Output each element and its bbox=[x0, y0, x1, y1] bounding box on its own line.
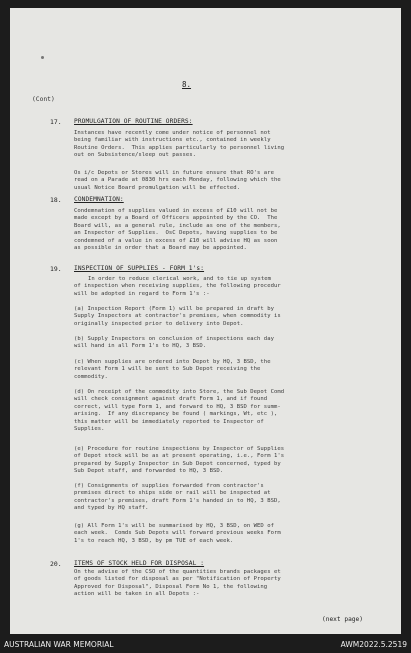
paragraph: In order to reduce clerical work, and to tie up system of inspection when receiving supplies, the following procedur will be adopted in regard to Form 1's :- bbox=[74, 276, 281, 297]
section-number: 20. bbox=[50, 560, 62, 568]
paragraph: Os i/c Depots or Stores will in future ensure that RO's are read on a Parade at 0830 hrs each Monday, following which the usual Notice Board promulgation will be effected. bbox=[74, 170, 281, 191]
paragraph: (d) On receipt of the commodity into Store, the Sub Depot Comd will check consignment against draft Form 1, and if found correct, will type Form 1, and forward to HQ, 3 BSD for summ- arising. If any discrepancy be found ( markings, Wt, etc ), this matter will be immediately reported to Inspector of Supplies. bbox=[74, 389, 285, 433]
section-heading: INSPECTION OF SUPPLIES - FORM 1's: bbox=[74, 265, 205, 272]
paragraph: (f) Consignments of supplies forwarded from contractor's premises direct to ships side or rail will be inspected at contractor's premises, draft Form 1's handed in to HQ, 3 BSD, and typed by HQ staff. bbox=[74, 483, 281, 512]
section-number: 18. bbox=[50, 196, 62, 204]
paragraph: (e) Procedure for routine inspections by Inspector of Supplies of Depot stock will be as at present operating, i.e., Form 1's prepared by Supply Inspector in Sub Depot concerned, typed by Sub Depot staff, and forwarded to HQ, 3 BSD. bbox=[74, 446, 285, 475]
paragraph: (a) Inspection Report (Form 1) will be prepared in draft by Supply Inspectors at contractor's premises, when commodity is originally inspected prior to delivery into Depot. bbox=[74, 306, 281, 327]
page-number: 8. bbox=[182, 80, 192, 89]
next-page-label: (next page) bbox=[322, 616, 363, 623]
continued-label: (Cont) bbox=[32, 96, 55, 103]
paragraph: On the advise of the CSO of the quantities brands packages et of goods listed for disposal as per "Notification of Property Approved for Disposal", Disposal Form No 1, the following action will be taken in all Depots :- bbox=[74, 569, 281, 598]
paragraph: Condemnation of supplies valued in excess of £10 will not be made except by a Board of Officers appointed by the CO. The Board will, as a general rule, include as one of the members, an Inspector of Supplies. OsC Depots, having supplies to be condemned of a value in excess of £10 will advise HQ as soon as possible in order that a Board may be appointed. bbox=[74, 208, 281, 252]
section-number: 19. bbox=[50, 265, 62, 273]
document-page bbox=[10, 8, 401, 634]
punch-mark bbox=[41, 56, 44, 59]
section-heading: ITEMS OF STOCK HELD FOR DISPOSAL : bbox=[74, 560, 205, 567]
paragraph: Instances have recently come under notice of personnel not being familiar with instructions etc., contained in weekly Routine Orders. This applies particularly to personnel living out on Subsistence/sleep out passes. bbox=[74, 130, 285, 159]
footer-source: AUSTRALIAN WAR MEMORIAL bbox=[4, 640, 114, 649]
section-number: 17. bbox=[50, 118, 62, 126]
section-heading: CONDEMNATION: bbox=[74, 196, 124, 203]
footer-reference: AWM2022.5.2519 bbox=[340, 640, 407, 649]
section-heading: PROMULGATION OF ROUTINE ORDERS: bbox=[74, 118, 193, 125]
paragraph: (g) All Form 1's will be summarised by HQ, 3 BSD, on WED of each week. Comds Sub Depots will forward previous weeks Form 1's to reach HQ, 3 BSD, by pm TUE of each week. bbox=[74, 523, 281, 544]
paragraph: (c) When supplies are ordered into Depot by HQ, 3 BSD, the relevant Form 1 will be sent to Sub Depot receiving the commodity. bbox=[74, 359, 271, 380]
paragraph: (b) Supply Inspectors on conclusion of inspections each day will hand in all Form 1's to HQ, 3 BSD. bbox=[74, 336, 274, 350]
